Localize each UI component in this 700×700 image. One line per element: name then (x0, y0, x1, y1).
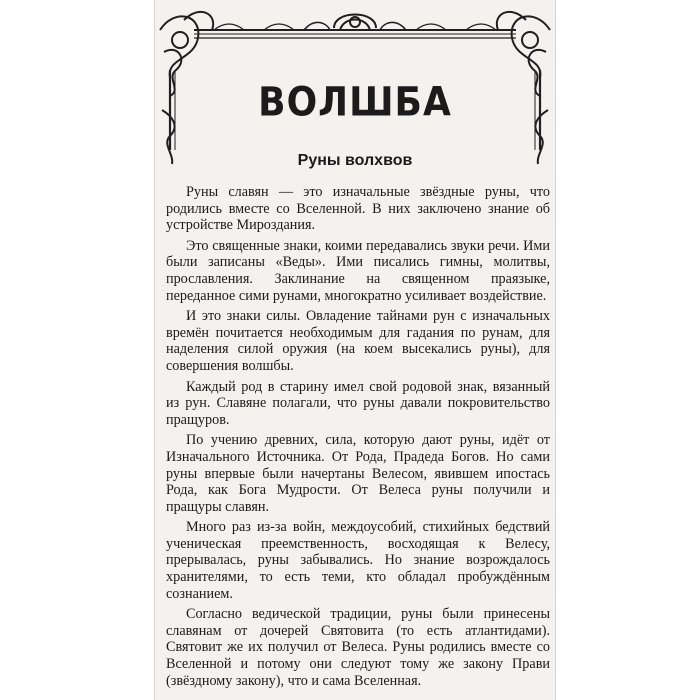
paragraph: Много раз из-за войн, междоусобий, стихийных бедствий ученическая преемственность, восходящая к Велесу, прерывалась, руны забывались. Но знание возрождалось хранителями, то есть теми, кто обладал пробуждённым сознанием. (166, 519, 550, 602)
paragraph: Согласно ведической традиции, руны были принесены славянам от дочерей Святовита (то есть атлантидами). Святовит же их получил от Велеса. Руны родились вместе со Вселенной и потому они следуют тому же закону Прави (звёздному закону), что и сама Вселенная. (166, 606, 550, 689)
paragraph: Каждый род в старину имел свой родовой знак, вязанный из рун. Славяне полагали, что руны давали покровительство пращуров. (166, 378, 550, 428)
paragraph: И это знаки силы. Овладение тайнами рун с изначальных времён почитается необходимым для гадания по рунам, для наделения силой оружия (на коем высекались руны), для совершения волшбы. (166, 308, 550, 374)
book-page (154, 0, 556, 700)
paragraph: Руны славян — это изначальные звёздные руны, что родились вместе со Вселенной. В них заключено знание об устройстве Мироздания. (166, 184, 550, 234)
chapter-title: ВОЛШБА (258, 79, 452, 126)
paragraph: Это священные знаки, коими передавались звуки речи. Ими были записаны «Веды». Ими писались гимны, молитвы, прославления. Заклинание на священном праязыке, переданное сими рунами, многократно усиливает воздействие. (166, 237, 550, 304)
body-text (166, 184, 550, 693)
section-title: Руны волхвов (297, 152, 413, 169)
paragraph: По учению древних, сила, которую дают руны, идёт от Изначального Источника. От Рода, Прадеда Богов. Но сами руны впервые были начертаны Велесом, явившем ипостась Рода, как Бога Мудрости. От Велеса руны получили и пращуры славян. (166, 432, 550, 515)
